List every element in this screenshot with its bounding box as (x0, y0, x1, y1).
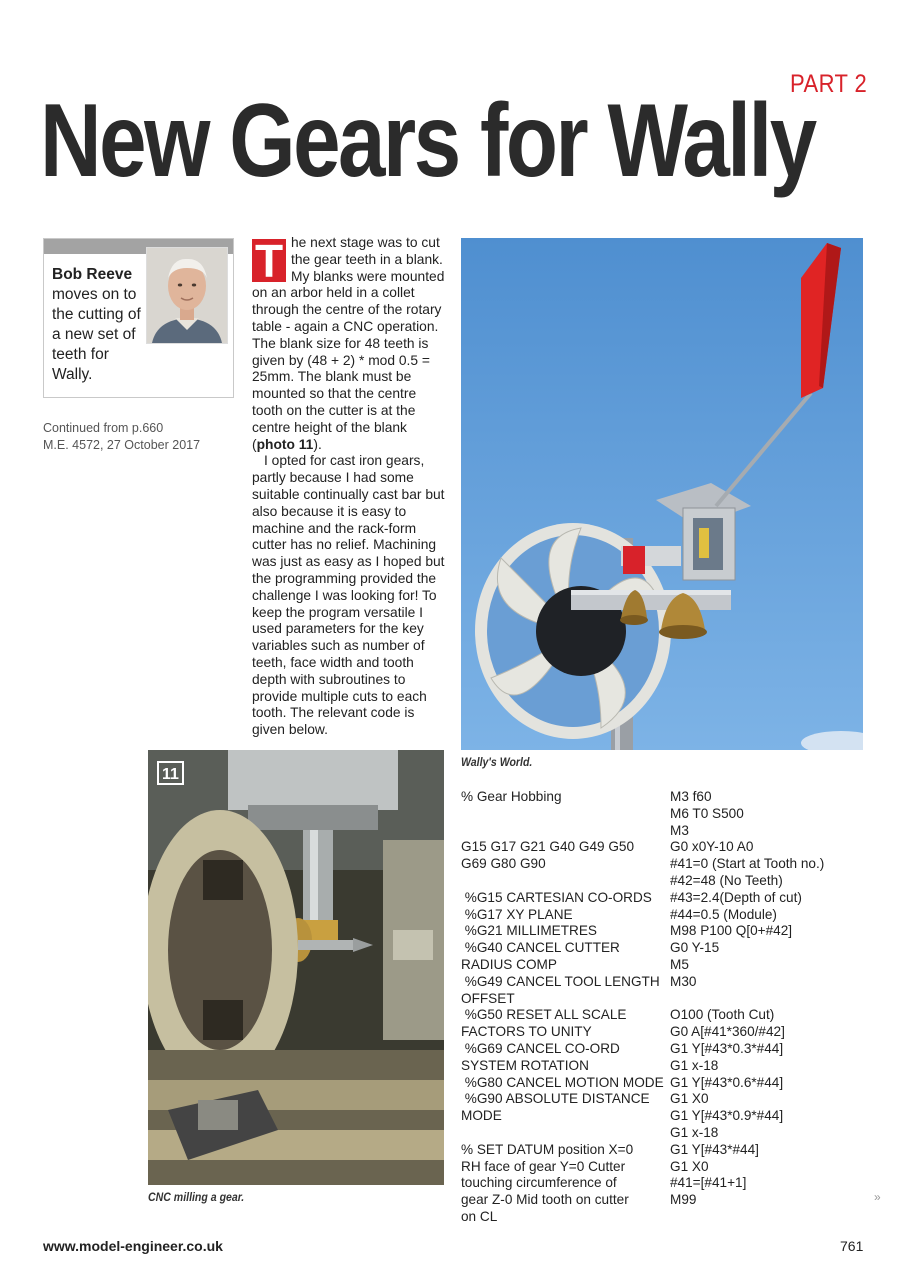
code-line (461, 873, 656, 890)
code-line: #42=48 (No Teeth) (670, 872, 783, 888)
photo-reference: photo 11 (256, 436, 314, 452)
code-line: FACTORS TO UNITY (461, 1024, 592, 1040)
photo-number: 11 (162, 766, 179, 783)
page-number: 761 (840, 1238, 864, 1254)
code-listing-left (461, 789, 664, 1226)
caption-wallys-world: Wally's World. (461, 755, 533, 769)
code-line: G0 A[#41*360/#42] (670, 1024, 785, 1040)
code-line: gear Z-0 Mid tooth on cutter (461, 1192, 629, 1208)
issue-reference: M.E. 4572, 27 October 2017 (43, 438, 201, 452)
continued-note (43, 420, 200, 454)
code-line: M30 (670, 973, 697, 989)
code-line: MODE (461, 1108, 502, 1124)
code-line: #41=0 (Start at Tooth no.) (670, 856, 825, 872)
next-page-arrow-icon: » (874, 1190, 881, 1204)
code-line: G0 x0Y-10 A0 (670, 839, 754, 855)
code-line: RADIUS COMP (461, 956, 557, 972)
code-line: %G90 ABSOLUTE DISTANCE (461, 1091, 650, 1107)
code-line: G1 Y[#43*0.9*#44] (670, 1108, 784, 1124)
part-label: PART 2 (790, 70, 868, 98)
code-line (461, 806, 656, 823)
code-line: G1 x-18 (670, 1124, 719, 1140)
article-body (252, 235, 446, 739)
code-line (670, 991, 865, 1008)
code-line: %G15 CARTESIAN CO-ORDS (461, 889, 652, 905)
code-line (461, 823, 656, 840)
code-listing-right (670, 789, 865, 1209)
code-line: #44=0.5 (Module) (670, 906, 777, 922)
code-line: M3 (670, 822, 689, 838)
continued-from: Continued from p.660 (43, 421, 164, 435)
code-line: G1 X0 (670, 1158, 709, 1174)
body-paragraph-2: I opted for cast iron gears, partly because I had some suitable continually cast bar but also because it is easy to machine and the rack-form cutter has no relief. Machining was just as easy as I hoped but the programming provided the challenge I was looking for! To keep the program versatile I used parameters for the key variables such as number of teeth, face width and tooth depth with subroutines to provide multiple cuts to each tooth. The relevant code is given below. (252, 453, 445, 738)
code-line: on CL (461, 1208, 498, 1224)
code-line: M99 (670, 1192, 697, 1208)
code-line (461, 1125, 656, 1142)
code-line: % SET DATUM position X=0 (461, 1141, 634, 1157)
code-line: %G40 CANCEL CUTTER (461, 940, 620, 956)
body-paragraph-1: T he next stage was to cut the gear teeth in a blank. My blanks were mounted on an arbor held in a collet through the centre of the rotary table - again a CNC operation. The blank size for 48 teeth is given by (48 + 2) * mod 0.5 = 25mm. The blank must be mounted so that the centre tooth on the cutter is at the centre height of the blank (photo 11). (252, 235, 445, 452)
code-line: %G69 CANCEL CO-ORD (461, 1040, 620, 1056)
code-line: % Gear Hobbing (461, 789, 562, 804)
footer-website: www.model-engineer.co.uk (43, 1238, 223, 1254)
code-line: #41=[#41+1] (670, 1175, 747, 1191)
caption-cnc-milling: CNC milling a gear. (148, 1190, 245, 1204)
author-name: Bob Reeve (52, 266, 133, 283)
code-line: G1 x-18 (670, 1057, 719, 1073)
photo-cnc-milling (148, 750, 444, 1185)
code-line: %G50 RESET ALL SCALE (461, 1007, 627, 1023)
code-line: G1 Y[#43*#44] (670, 1141, 759, 1157)
code-line: RH face of gear Y=0 Cutter (461, 1158, 626, 1174)
code-line: %G21 MILLIMETRES (461, 923, 597, 939)
author-blurb: moves on to the cutting of a new set of teeth for Wally. (52, 286, 141, 383)
code-line: %G49 CANCEL TOOL LENGTH (461, 973, 660, 989)
code-line: G1 Y[#43*0.6*#44] (670, 1074, 784, 1090)
author-photo (146, 247, 228, 344)
code-line: G15 G17 G21 G40 G49 G50 (461, 839, 635, 855)
author-intro (52, 265, 142, 385)
code-line: M3 f60 (670, 789, 712, 804)
author-box (43, 238, 234, 398)
code-line: %G17 XY PLANE (461, 906, 573, 922)
code-line: M5 (670, 956, 689, 972)
code-line: OFFSET (461, 990, 515, 1006)
code-line: G1 Y[#43*0.3*#44] (670, 1040, 784, 1056)
code-line: O100 (Tooth Cut) (670, 1007, 775, 1023)
article-title: New Gears for Wally (40, 83, 815, 199)
code-line: #43=2.4(Depth of cut) (670, 889, 802, 905)
code-line: SYSTEM ROTATION (461, 1057, 589, 1073)
code-line: G0 Y-15 (670, 940, 720, 956)
code-line: G69 G80 G90 (461, 856, 546, 872)
code-line: M98 P100 Q[0+#42] (670, 923, 793, 939)
code-line: %G80 CANCEL MOTION MODE (461, 1074, 664, 1090)
code-line: G1 X0 (670, 1091, 709, 1107)
photo-wallys-world (461, 238, 863, 750)
drop-cap: T (252, 239, 286, 282)
code-line: M6 T0 S500 (670, 805, 744, 821)
code-line: touching circumference of (461, 1175, 617, 1191)
